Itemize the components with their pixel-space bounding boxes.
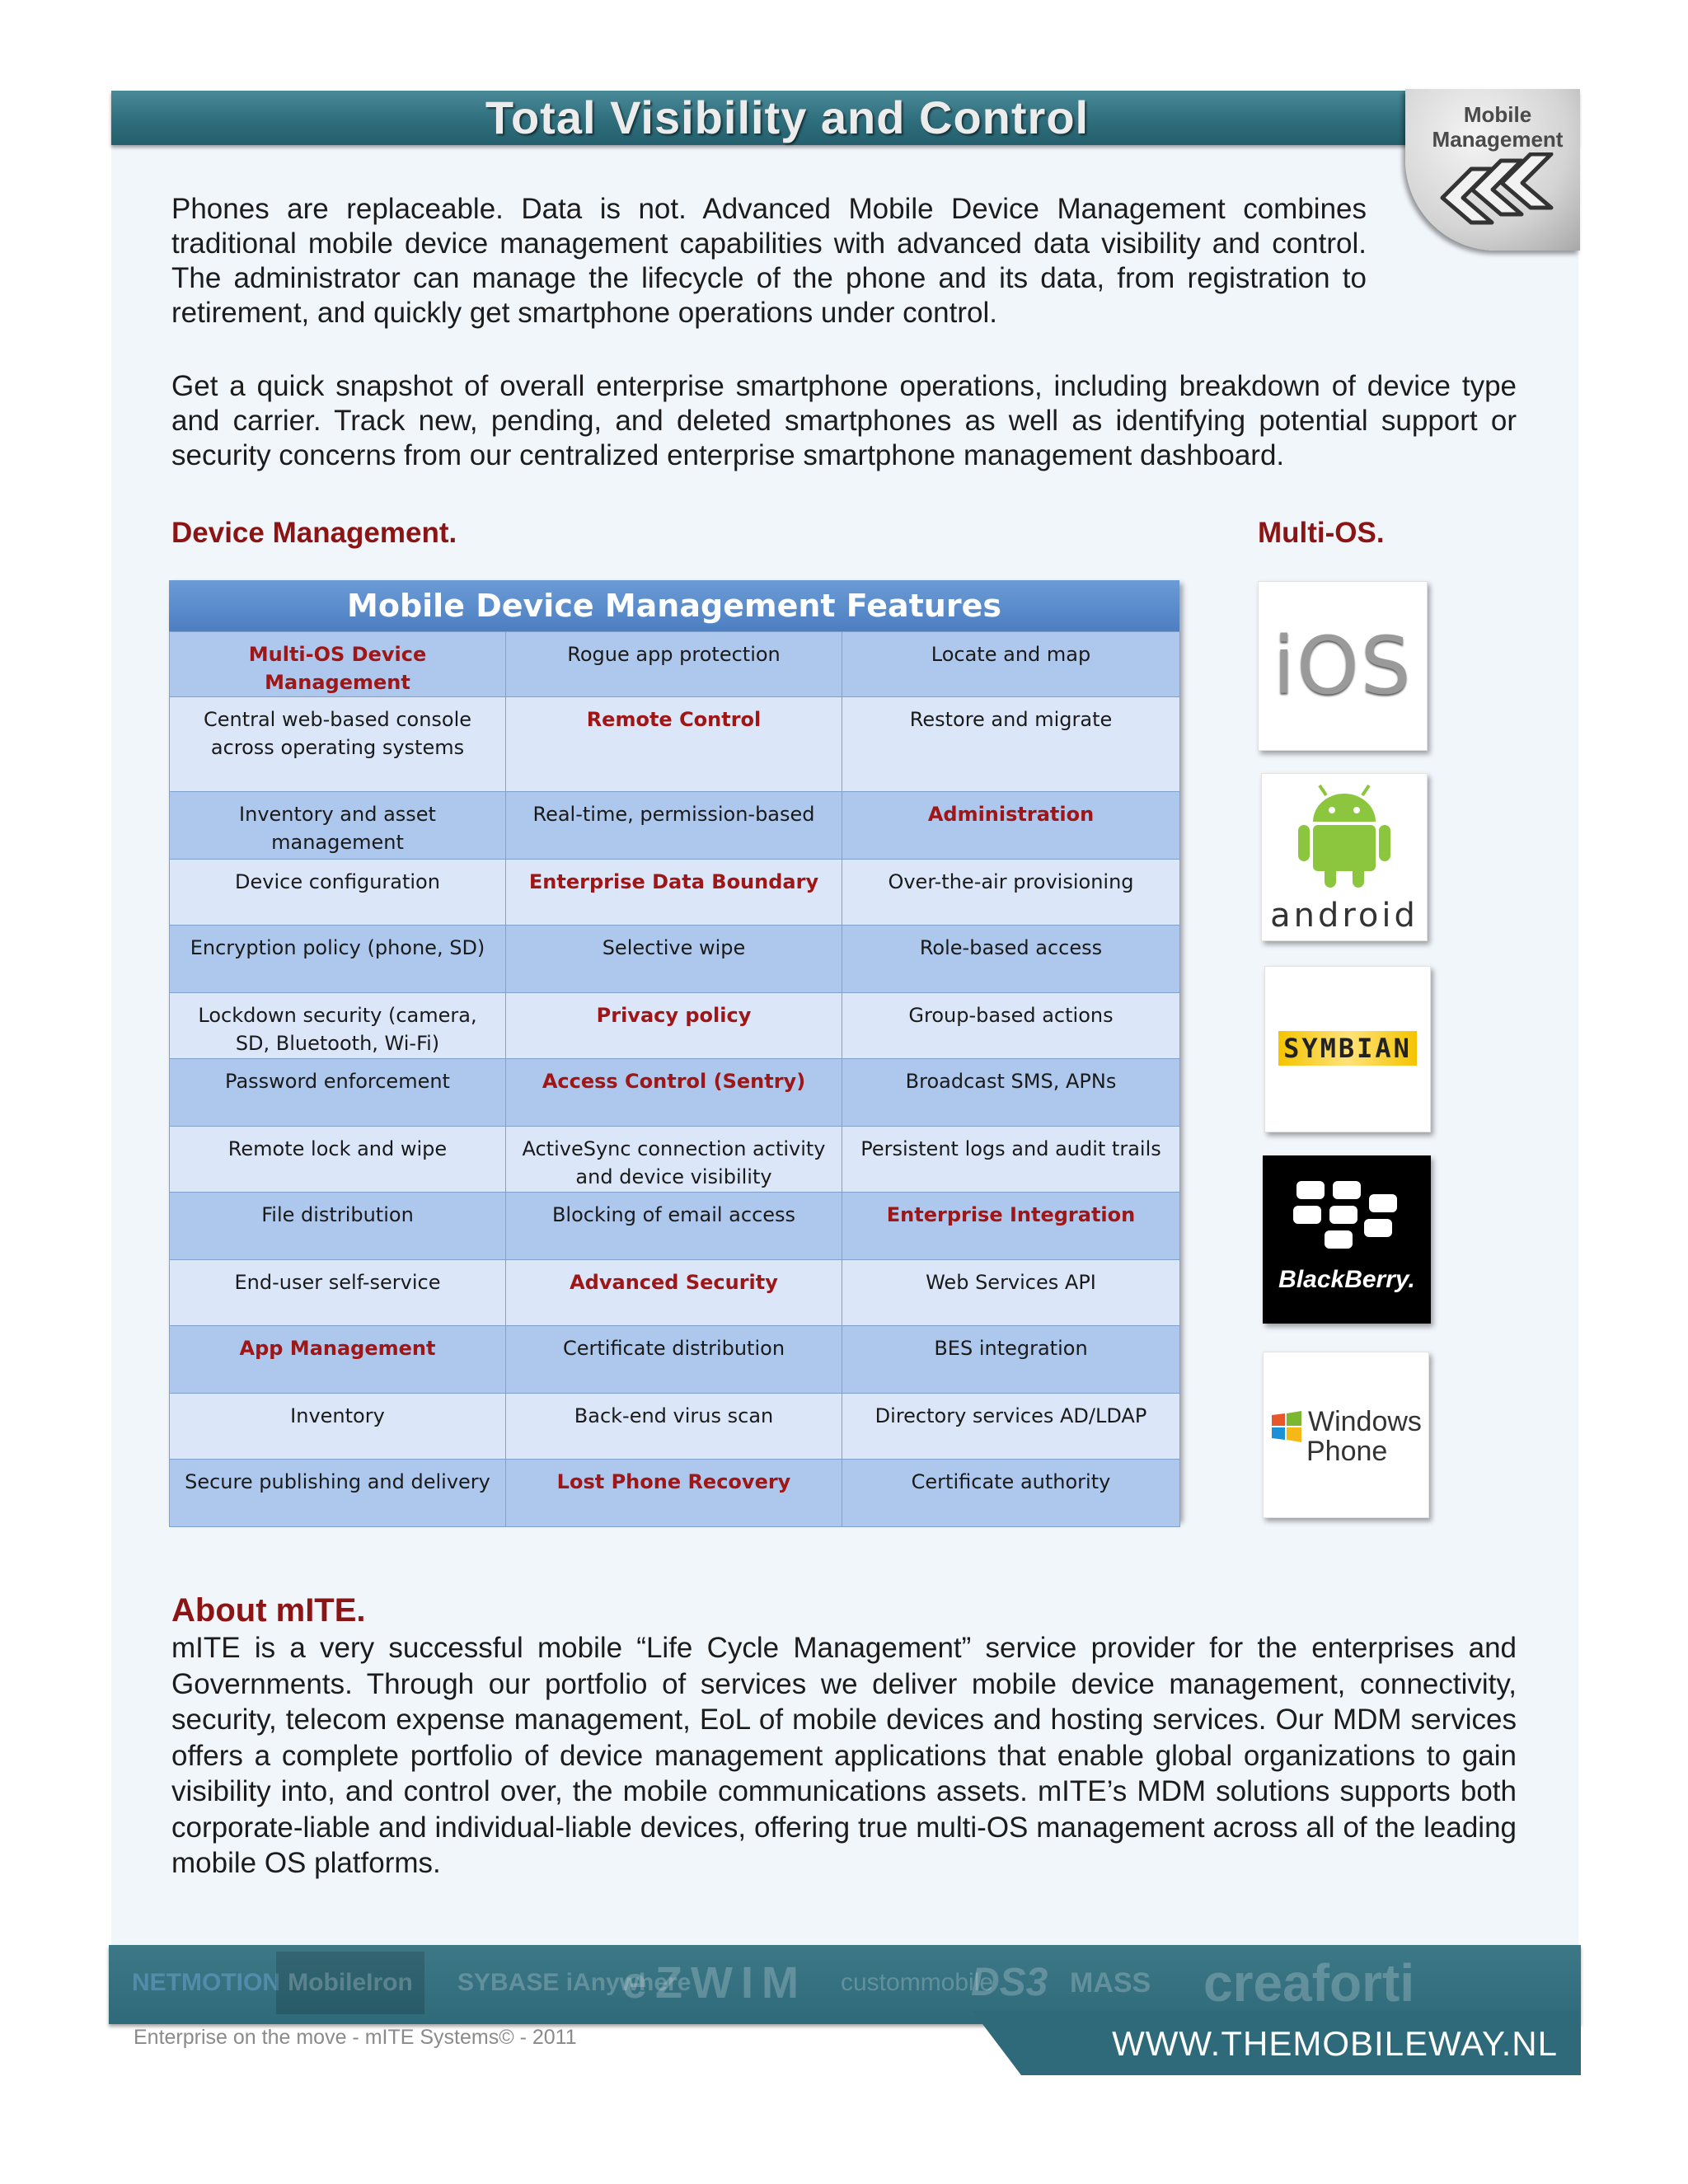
table-cell: Locate and map bbox=[842, 632, 1180, 697]
android-logo-text: android bbox=[1270, 897, 1418, 935]
table-row bbox=[170, 1127, 1180, 1193]
features-table-body bbox=[169, 631, 1180, 1527]
table-cell: Broadcast SMS, APNs bbox=[842, 1059, 1180, 1127]
ios-logo-text: iOS bbox=[1273, 620, 1413, 712]
table-cell: Lost Phone Recovery bbox=[506, 1460, 842, 1527]
partner-logo-mobileiron: MobileIron bbox=[276, 1952, 424, 2014]
table-cell: Blocking of email access bbox=[506, 1193, 842, 1260]
ios-logo bbox=[1258, 581, 1428, 751]
table-cell: Secure publishing and delivery bbox=[170, 1460, 506, 1527]
partner-logo-sybase: SYBASE iAnywhere bbox=[457, 1969, 692, 1996]
badge-line-2: Management bbox=[1432, 127, 1564, 152]
partner-logo-creaforti: creaforti bbox=[1203, 1953, 1415, 2013]
device-management-heading: Device Management. bbox=[171, 517, 457, 549]
partner-logo-netmotion: NETMOTION bbox=[132, 1969, 280, 1996]
table-cell: Rogue app protection bbox=[506, 632, 842, 697]
table-cell: Lockdown security (camera, SD, Bluetooth, Wi-Fi) bbox=[170, 993, 506, 1059]
table-cell: Inventory and asset management bbox=[170, 792, 506, 860]
badge-line-1: Mobile bbox=[1463, 102, 1532, 127]
features-table bbox=[169, 580, 1179, 1520]
table-row bbox=[170, 1460, 1180, 1527]
table-cell: Enterprise Data Boundary bbox=[506, 860, 842, 926]
table-cell: BES integration bbox=[842, 1326, 1180, 1394]
partner-logo-custommobile: custommobile bbox=[841, 1969, 994, 1996]
features-table-title: Mobile Device Management Features bbox=[169, 580, 1179, 631]
page-title: Total Visibility and Control bbox=[485, 91, 1090, 143]
table-row bbox=[170, 1260, 1180, 1326]
table-cell: Administration bbox=[842, 792, 1180, 860]
table-cell: Restore and migrate bbox=[842, 697, 1180, 792]
footer-website-link[interactable]: WWW.THEMOBILEWAY.NL bbox=[1112, 2024, 1558, 2063]
table-row bbox=[170, 632, 1180, 697]
table-row bbox=[170, 1394, 1180, 1460]
table-cell: Central web-based console across operating systems bbox=[170, 697, 506, 792]
table-cell: Certificate distribution bbox=[506, 1326, 842, 1394]
footer-copyright: Enterprise on the move - mITE Systems© - 2011 bbox=[134, 2026, 577, 2049]
table-cell: Directory services AD/LDAP bbox=[842, 1394, 1180, 1460]
windows-flag-icon bbox=[1268, 1408, 1305, 1445]
table-cell: App Management bbox=[170, 1326, 506, 1394]
table-cell: End-user self-service bbox=[170, 1260, 506, 1326]
table-cell: Web Services API bbox=[842, 1260, 1180, 1326]
table-cell: Advanced Security bbox=[506, 1260, 842, 1326]
table-cell: Multi-OS Device Management bbox=[170, 632, 506, 697]
table-row bbox=[170, 993, 1180, 1059]
table-cell: Enterprise Integration bbox=[842, 1193, 1180, 1260]
android-logo bbox=[1261, 773, 1428, 941]
table-row bbox=[170, 926, 1180, 993]
symbian-logo-text: SYMBIAN bbox=[1278, 1031, 1417, 1066]
table-row bbox=[170, 860, 1180, 926]
table-cell: Certificate authority bbox=[842, 1460, 1180, 1527]
intro-paragraph-2: Get a quick snapshot of overall enterprise smartphone operations, including breakdown of device type and carrier. Track new, pending, and deleted smartphones as well as identifying potential support or security concerns from our centralized enterprise smartphone management dashboard. bbox=[171, 370, 1517, 471]
table-cell: Back-end virus scan bbox=[506, 1394, 842, 1460]
phone-text: Phone bbox=[1306, 1436, 1388, 1467]
table-cell: ActiveSync connection activity and device visibility bbox=[506, 1127, 842, 1193]
about-paragraph: mITE is a very successful mobile “Life Cycle Management” service provider for the enterprises and Governments. Through our portfolio of services we deliver mobile device management, connectivity, security, telecom expense management, EoL of mobile devices and hosting services. Our MDM services offers a complete portfolio of device management applications that enable global organizations to gain visibility into, and control over, the mobile communications assets. mITE’s MDM solutions supports both corporate-liable and individual-liable devices, offering true multi-OS management across all of the leading mobile OS platforms. bbox=[171, 1632, 1517, 1879]
badge-label bbox=[1419, 102, 1576, 152]
multi-os-heading: Multi-OS. bbox=[1258, 517, 1385, 549]
table-row bbox=[170, 1059, 1180, 1127]
table-row bbox=[170, 1326, 1180, 1394]
windows-phone-logo bbox=[1263, 1352, 1429, 1518]
symbian-logo bbox=[1264, 966, 1431, 1132]
table-row bbox=[170, 792, 1180, 860]
blackberry-icon bbox=[1264, 1156, 1430, 1255]
table-cell: Password enforcement bbox=[170, 1059, 506, 1127]
partner-logo-ezwim: eZWIM bbox=[622, 1958, 807, 2008]
table-cell: Over-the-air provisioning bbox=[842, 860, 1180, 926]
table-cell: Encryption policy (phone, SD) bbox=[170, 926, 506, 993]
table-cell: Role-based access bbox=[842, 926, 1180, 993]
about-heading: About mITE. bbox=[171, 1592, 366, 1629]
table-cell: Privacy policy bbox=[506, 993, 842, 1059]
blackberry-logo-text: BlackBerry. bbox=[1278, 1266, 1415, 1293]
partner-logo-mass: MASS bbox=[1070, 1967, 1151, 1999]
android-robot-icon bbox=[1262, 774, 1427, 889]
partner-logo-ds3: DS3 bbox=[971, 1961, 1048, 2004]
table-cell: File distribution bbox=[170, 1193, 506, 1260]
table-cell: Access Control (Sentry) bbox=[506, 1059, 842, 1127]
table-row bbox=[170, 1193, 1180, 1260]
windows-text: Windows bbox=[1308, 1406, 1422, 1437]
table-cell: Remote lock and wipe bbox=[170, 1127, 506, 1193]
table-cell: Persistent logs and audit trails bbox=[842, 1127, 1180, 1193]
blackberry-logo bbox=[1263, 1155, 1431, 1324]
table-cell: Device configuration bbox=[170, 860, 506, 926]
table-cell: Group-based actions bbox=[842, 993, 1180, 1059]
intro-paragraph-1: Phones are replaceable. Data is not. Advanced Mobile Device Management combines traditional mobile device management capabilities with advanced data visibility and control. The administrator can manage the lifecycle of the phone and its data, from registration to retirement, and quickly get smartphone operations under control. bbox=[171, 193, 1367, 329]
table-cell: Selective wipe bbox=[506, 926, 842, 993]
table-row bbox=[170, 697, 1180, 792]
table-cell: Real-time, permission-based bbox=[506, 792, 842, 860]
table-cell: Inventory bbox=[170, 1394, 506, 1460]
table-cell: Remote Control bbox=[506, 697, 842, 792]
triple-chevron-icon bbox=[1434, 152, 1566, 227]
windows-phone-logo-text bbox=[1308, 1407, 1422, 1466]
